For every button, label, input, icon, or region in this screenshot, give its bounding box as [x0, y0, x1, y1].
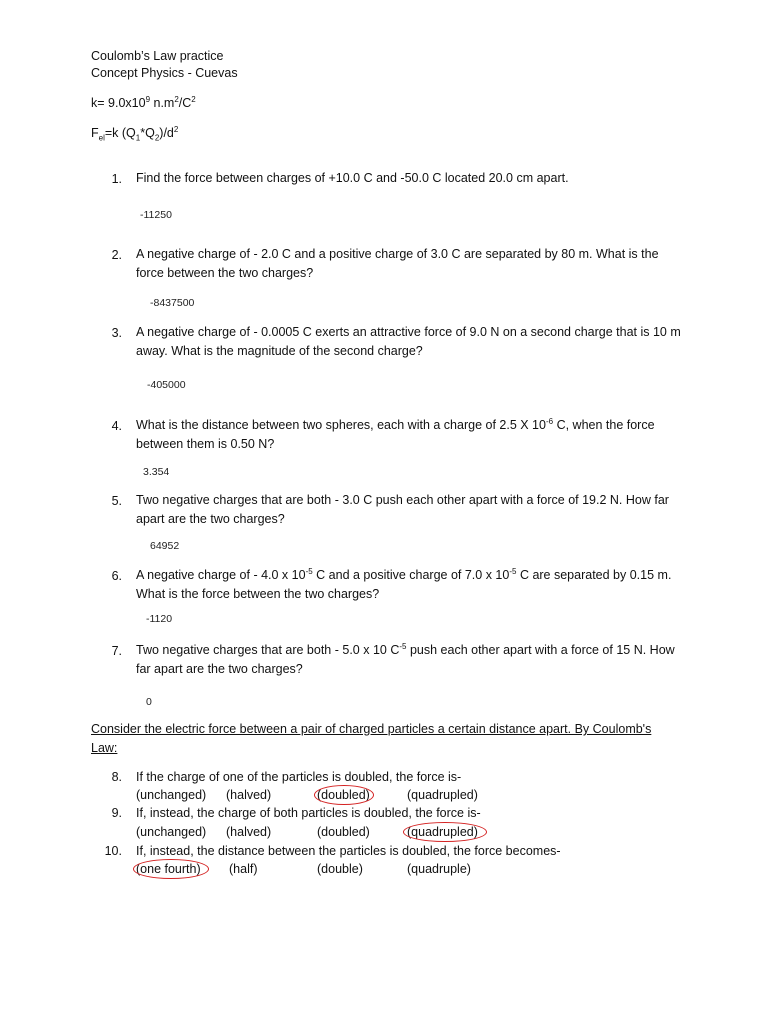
question-9-option-doubled: (doubled) [317, 825, 370, 839]
question-7-answer: 0 [146, 696, 152, 708]
k-exponent: 9 [145, 94, 151, 104]
q1-subscript: 1 [135, 133, 141, 143]
q2-subscript: 2 [154, 133, 160, 143]
question-8-option-unchanged: (unchanged) [136, 788, 207, 802]
question-7-text-pre: Two negative charges that are both - 5.0 x 10 C [136, 643, 400, 657]
question-6-exponent-a: -5 [305, 566, 313, 576]
question-6-exponent-b: -5 [509, 566, 517, 576]
question-4-text-pre: What is the distance between two spheres, each with a charge of 2.5 X 10 [136, 418, 546, 432]
k-prefix: k= 9.0x10 [91, 96, 146, 110]
k-units-exp2: 2 [191, 94, 196, 104]
question-7-text [136, 641, 684, 679]
question-7-number: 7. [111, 644, 122, 658]
section-heading: Consider the electric force between a pair of charged particles a certain distance apart. By Coulomb's Law: [91, 722, 652, 755]
question-4-answer: 3.354 [143, 466, 170, 478]
selected-answer-circle [403, 822, 487, 842]
question-10-option-double: (double) [317, 862, 363, 876]
k-units-exp1: 2 [174, 94, 179, 104]
question-2-answer: -8437500 [150, 297, 195, 309]
f-mid: *Q [140, 126, 155, 140]
k-units: n.m [150, 96, 175, 110]
worksheet-title: Coulomb’s Law practice [91, 49, 224, 63]
f-eq: =k (Q [104, 126, 136, 140]
question-3-number: 3. [111, 326, 122, 340]
selected-answer-circle [314, 785, 374, 805]
question-2-number: 2. [111, 248, 122, 262]
question-6-text [136, 566, 684, 604]
question-1-text: Find the force between charges of +10.0 C and -50.0 C located 20.0 cm apart. [136, 171, 569, 185]
question-6-number: 6. [111, 569, 122, 583]
coulomb-formula [91, 125, 178, 141]
question-10-option-quadruple: (quadruple) [407, 862, 471, 876]
question-8-option-quadrupled: (quadrupled) [407, 788, 478, 802]
question-5-text: Two negative charges that are both - 3.0 C push each other apart with a force of 19.2 N. How far apart are the two charges? [136, 493, 669, 526]
question-8-number: 8. [111, 770, 122, 784]
question-1-answer: -11250 [140, 209, 172, 221]
question-3-answer: -405000 [147, 379, 186, 391]
question-8-option-doubled: (doubled) [317, 788, 370, 802]
question-10-text: If, instead, the distance between the particles is doubled, the force becomes- [136, 844, 561, 858]
d-exponent: 2 [173, 124, 179, 134]
question-6-answer: -1120 [146, 613, 173, 625]
f-prefix: F [91, 126, 99, 140]
question-1-number: 1. [111, 172, 122, 186]
question-6-text-a: A negative charge of - 4.0 x 10 [136, 568, 306, 582]
coulomb-constant [91, 95, 196, 111]
question-5-answer: 64952 [150, 540, 180, 552]
question-3-text: A negative charge of - 0.0005 C exerts an attractive force of 9.0 N on a second charge that is 10 m away. What is the magnitude of the second charge? [136, 325, 681, 358]
question-4-text [136, 416, 684, 454]
question-2-text: A negative charge of - 2.0 C and a positive charge of 3.0 C are separated by 80 m. What is the force between the two charges? [136, 247, 659, 280]
question-4-text-post: C, when the force between them is 0.50 N? [136, 418, 655, 451]
question-4-number: 4. [111, 419, 122, 433]
question-9-text: If, instead, the charge of both particles is doubled, the force is- [136, 806, 481, 820]
question-4-exponent: -6 [545, 416, 554, 426]
question-6-text-c: C are separated by 0.15 m. What is the force between the two charges? [136, 568, 672, 601]
question-10-option-one-fourth: (one fourth) [136, 862, 201, 876]
question-9-option-unchanged: (unchanged) [136, 825, 207, 839]
f-subscript: el [98, 133, 105, 143]
k-units-mid: /C [178, 96, 192, 110]
question-9-number: 9. [111, 806, 122, 820]
question-9-option-quadrupled: (quadrupled) [407, 825, 478, 839]
question-7-exponent: -5 [399, 641, 407, 651]
question-8-option-halved: (halved) [226, 788, 272, 802]
question-10-number: 10. [104, 844, 122, 858]
question-9-option-halved: (halved) [226, 825, 272, 839]
f-end: )/d [159, 126, 174, 140]
question-6-text-b: C and a positive charge of 7.0 x 10 [312, 568, 510, 582]
question-7-text-post: push each other apart with a force of 15 N. How far apart are the two charges? [136, 643, 675, 676]
question-10-option-half: (half) [229, 862, 258, 876]
question-5-number: 5. [111, 494, 122, 508]
question-8-text: If the charge of one of the particles is doubled, the force is- [136, 770, 462, 784]
selected-answer-circle [133, 859, 209, 879]
worksheet-subtitle: Concept Physics - Cuevas [91, 66, 238, 80]
